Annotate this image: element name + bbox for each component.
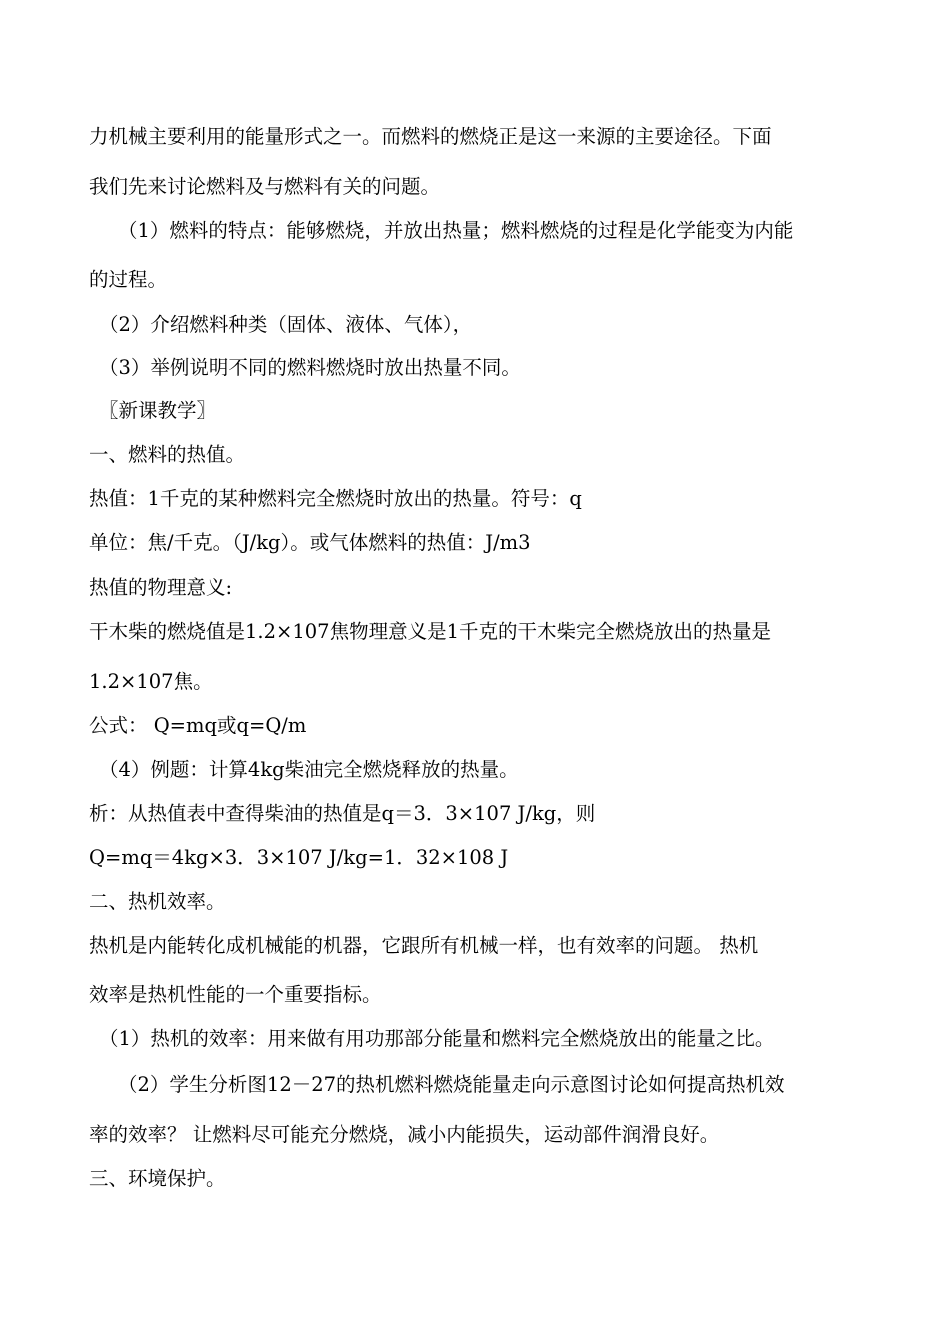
section-heading-new-lesson: 〖新课教学〗 <box>99 399 217 422</box>
text-line-6: （3）举例说明不同的燃料燃烧时放出热量不同。 <box>99 356 521 379</box>
text-line-1: 力机械主要利用的能量形式之一。而燃料的燃烧正是这一来源的主要途径。下面 <box>89 125 772 148</box>
text-line-10: 单位：焦/千克。（J/kg）。或气体燃料的热值：J/m3 <box>89 531 531 554</box>
formula-line: 公式： Q=mq或q=Q/m <box>89 714 307 737</box>
text-line-13: 1.2×107焦。 <box>89 670 213 693</box>
section-heading-3: 三、环境保护。 <box>89 1167 226 1190</box>
text-line-17: Q=mq＝4kg×3．3×107 J/kg=1．32×108 J <box>89 846 509 869</box>
text-line-9: 热值：1千克的某种燃料完全燃烧时放出的热量。符号：q <box>89 487 582 510</box>
text-line-22: （2）学生分析图12－27的热机燃料燃烧能量走向示意图讨论如何提高热机效 <box>118 1073 785 1096</box>
text-line-11: 热值的物理意义: <box>89 576 233 599</box>
text-line-15: （4）例题：计算4kg柴油完全燃烧释放的热量。 <box>99 758 519 781</box>
text-line-21: （1）热机的效率：用来做有用功那部分能量和燃料完全燃烧放出的能量之比。 <box>99 1027 775 1050</box>
text-line-3: （1）燃料的特点：能够燃烧，并放出热量；燃料燃烧的过程是化学能变为内能 <box>118 219 794 242</box>
text-line-2: 我们先来讨论燃料及与燃料有关的问题。 <box>89 175 441 198</box>
text-line-5: （2）介绍燃料种类（固体、液体、气体）， <box>99 313 473 336</box>
text-line-16: 析：从热值表中查得柴油的热值是q＝3．3×107 J/kg，则 <box>89 802 596 825</box>
text-line-19: 热机是内能转化成机械能的机器，它跟所有机械一样，也有效率的问题。 热机 <box>89 934 759 957</box>
text-line-23: 率的效率？ 让燃料尽可能充分燃烧，减小内能损失，运动部件润滑良好。 <box>89 1123 720 1146</box>
text-line-20: 效率是热机性能的一个重要指标。 <box>89 983 382 1006</box>
section-heading-1: 一、燃料的热值。 <box>89 443 246 466</box>
text-line-4: 的过程。 <box>89 268 168 291</box>
section-heading-2: 二、热机效率。 <box>89 890 226 913</box>
text-line-12: 干木柴的燃烧值是1.2×107焦物理意义是1千克的干木柴完全燃烧放出的热量是 <box>89 620 771 643</box>
